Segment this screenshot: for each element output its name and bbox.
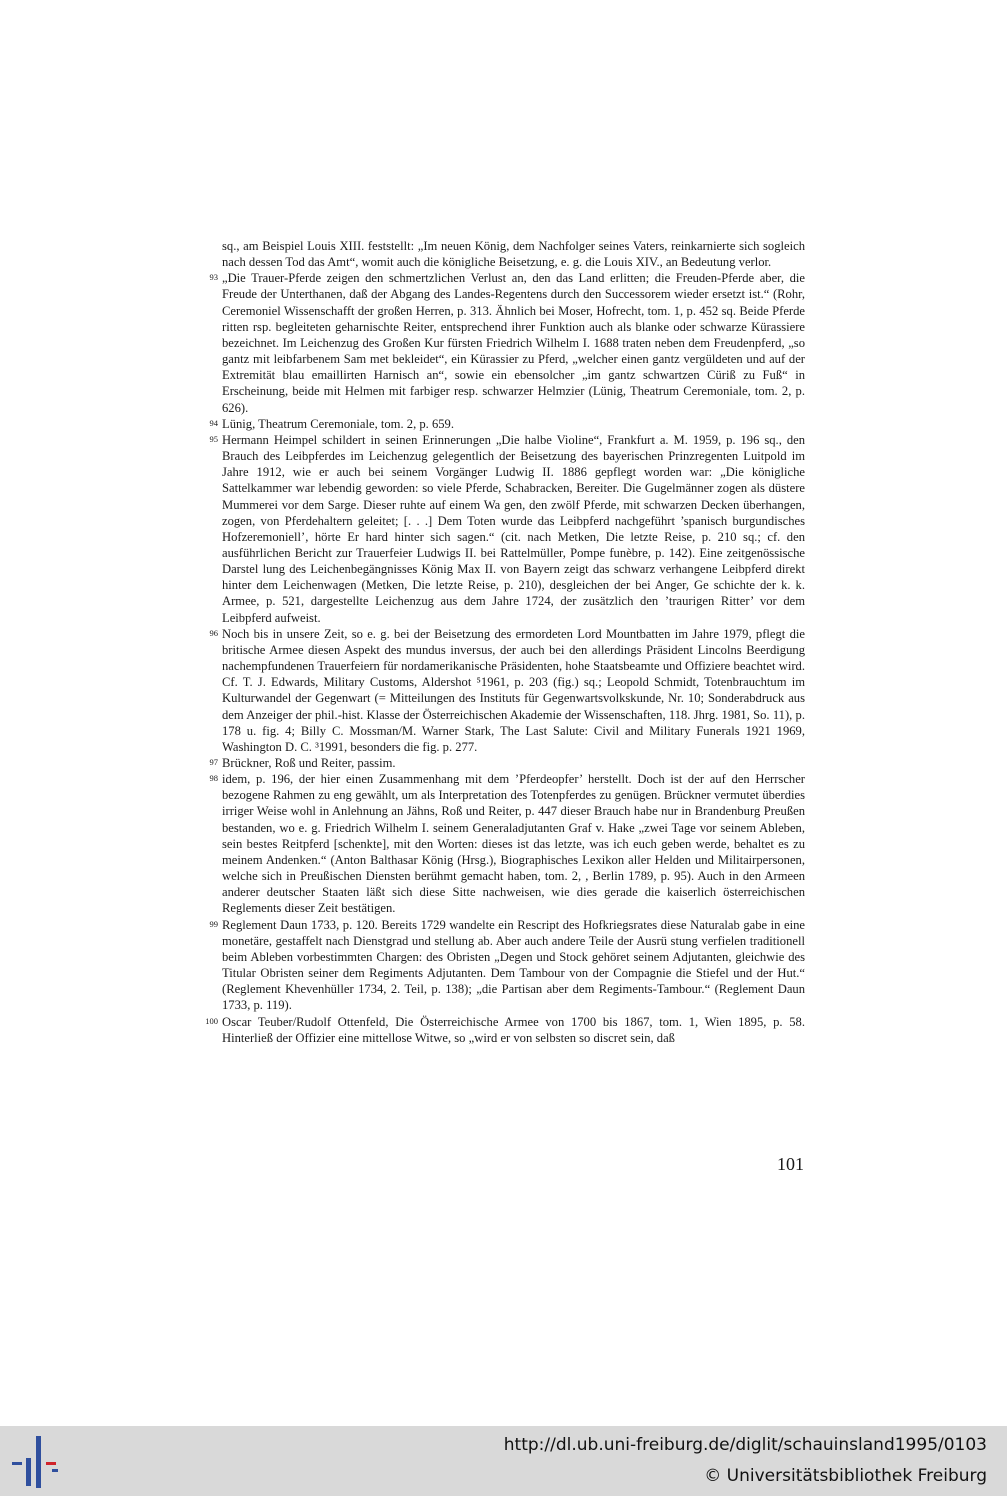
footnote — [209, 626, 805, 755]
page-number: 101 — [777, 1154, 804, 1174]
footnote — [209, 755, 805, 771]
footnote-text: Noch bis in unsere Zeit, so e. g. bei der Beisetzung des ermordeten Lord Mountbatten im Jahre 1979, pflegt die britische Armee diesen Aspekt des mundus inversus, der auch bei den allerdings Präsident Lincolns Beerdigung nachempfundenen Trauerfeiern für nordamerikanische Präsidenten, hohe Staatsbeamte und Offiziere beachtet wird. Cf. T. J. Edwards, Military Customs, Aldershot ⁵1961, p. 203 (fig.) sq.; Leopold Schmidt, Totenbrauchtum im Kulturwandel der Gegenwart (= Mitteilungen des Instituts für Gegenwartsvolkskunde, Nr. 10; Sonderabdruck aus dem Anzeiger der phil.-hist. Klasse der Österreichischen Akademie der Wissenschaften, 118. Jhrg. 1981, So. 11), p. 178 u. fig. 4; Billy C. Mossman/M. Warner Stark, The Last Salute: Civil and Military Funerals 1921 1969, Washington D. C. ³1991, besonders die fig. p. 277. — [222, 626, 805, 754]
footnote-number: 95 — [209, 433, 218, 444]
footnote-number: 94 — [209, 417, 218, 428]
footnote-text: Brückner, Roß und Reiter, passim. — [222, 756, 396, 770]
footnote-text: „Die Trauer-Pferde zeigen den schmertzlichen Verlust an, den das Land erlitten; die Freuden-Pferde aber, die Freude der Unterthanen, daß der Abgang des Landes-Regentens durch den Successorem wieder ersetzt ist.“ (Rohr, Ceremoniel Wissenschafft der großen Herren, p. 313. Ähnlich bei Moser, Hofrecht, tom. 1, p. 452 sq. Beide Pferde ritten rsp. begleiteten geharnischte Reiter, entsprechend ihrer Funktion auch als blanke oder schwarze Kürassiere bezeichnet. Im Leichenzug des Großen Kur fürsten Friedrich Wilhelm I. 1688 traten neben dem Freudenpferd, „so gantz mit leibfarbenem Sam met bekleidet“, ein Kürassier zu Pferd, „welcher einen gantz vergüldeten und auf der Extremität blau emaillirten Harnisch an“, sowie ein ebensolcher „im gantz schwartzen Cüriß zu Fuß“ in Erscheinung, beide mit Helmen mit farbiger resp. schwarzer Helmzier (Lünig, Theatrum Ceremoniale, tom. 2, p. 626). — [222, 271, 805, 415]
footnote — [209, 416, 805, 432]
footnote-text: Lünig, Theatrum Ceremoniale, tom. 2, p. 659. — [222, 416, 455, 431]
footnote-list — [205, 270, 805, 1046]
footer-copyright: © Universitätsbibliothek Freiburg — [704, 1466, 987, 1486]
footnote-text: Reglement Daun 1733, p. 120. Bereits 1729 wandelte ein Rescript des Hofkriegsrates diese Naturalab gabe in eine monetäre, gestaffelt nach Dienstgrad und stellung ab. Aber auch andere Teile der Ausrü stung verfielen traditionell beim Ableben vorbestimmten Chargen: des Obristen „Degen und Stock gehöret seinem Adjutanten, gleichwie des Titular Obristen seiner dem Regiments Adjutanten. Dem Tambour von der Compagnie die Stiefel und der Hut.“ (Reglement Khevenhüller 1734, 2. Teil, p. 138); „die Partisan aber dem Regiments-Tambour.“ (Reglement Daun 1733, p. 119). — [222, 917, 805, 1013]
footnote-number: 93 — [209, 272, 218, 283]
ub-freiburg-logo-icon — [12, 1436, 64, 1488]
footer-bar — [0, 1426, 1007, 1496]
footnote-text: idem, p. 196, der hier einen Zusammenhang mit dem ’Pferdeopfer’ herstellt. Doch ist der auf den Herrscher bezogene Rahmen zu eng gewählt, um als Interpretation des Totenpferdes zu genügen. Brückner vermutet überdies irriger Weise wohl in Anlehnung an Jähns, Roß und Reiter, p. 447 dieser Brauch habe nur in Brandenburg Preußen bestanden, wo e. g. Friedrich Wilhelm I. seinem Generaladjutanten Graf v. Hake „zwei Tage vor seinem Ableben, sein bestes Reitpferd [schenkte], mit den Worten: dieses ist das letzte, was ich euch geben werde, behaltet es zu meinem Andenken.“ (Anton Balthasar König (Hrsg.), Biographisches Lexikon aller Helden und Militairpersonen, welche sich in Preußischen Diensten berühmt gemacht haben, tom. 2, , Berlin 1789, p. 95). Auch in den Armeen anderer deutscher Staaten läßt sich diese Sitte nachweisen, wie dies gerade die kaiserlich österreichischen Reglements dieser Zeit bestätigen. — [222, 772, 805, 916]
footnote — [209, 270, 805, 415]
footnote-number: 98 — [209, 773, 218, 784]
footnote-text: Hermann Heimpel schildert in seinen Erinnerungen „Die halbe Violine“, Frankfurt a. M. 1959, p. 196 sq., den Brauch des Leibpferdes im Leichenzug gelegentlich der Beisetzung des bayerischen Prinzregenten Luitpold im Jahre 1912, wie er auch bei seinem Vorgänger Ludwig II. 1886 gepflegt worden war: „Die königliche Sattelkammer war lebendig geworden: so viele Pferde, Schabracken, Bereiter. Die Gugelmänner zogen als düstere Mummerei vor dem Sarge. Dieser ruhte auf einem Wa gen, den zwölf Pferde, mit schwarzen Decken überhangen, zogen, von Pferdehaltern geleitet; [. . .] Dem Toten wurde das Leibpferd nachgeführt ’spanisch burgundisches Hofzeremoniell’, hörte Er hard hinter sich sagen.“ (cit. nach Metken, Die letzte Reise, p. 210 sq.; cf. den ausführlichen Bericht zur Trauerfeier Ludwigs II. bei Rattelmüller, Pompe funèbre, p. 142). Eine zeitgenössische Darstel lung des Leichenbegängnisses König Max II. von Bayern zeigt das schwarz verhangene Leibpferd direkt hinter dem Leichenwagen (Metken, Die letzte Reise, p. 210), desgleichen der bei Anger, Ge schichte der k. k. Armee, p. 521, dargestellte Leichenzug aus dem Jahre 1724, der zusätzlich den ’traurigen Ritter’ vor dem Leibpferd aufweist. — [222, 432, 805, 625]
footer-url-link[interactable]: http://dl.ub.uni-freiburg.de/diglit/schauinsland1995/0103 — [503, 1435, 987, 1455]
footnote-number: 96 — [209, 627, 218, 638]
footnote — [209, 771, 805, 916]
footnote-number: 100 — [205, 1015, 218, 1026]
footnote — [209, 432, 805, 626]
intro-paragraph: sq., am Beispiel Louis XIII. feststellt: „Im neuen König, dem Nachfolger seines Vaters, reinkarnierte sich sogleich nach dessen Tod das Amt“, womit auch die königliche Beisetzung, e. g. die Louis XIV., an Bedeutung verlor. — [222, 239, 805, 270]
footnote-number: 97 — [209, 757, 218, 767]
footnote — [209, 917, 805, 1014]
footnote — [205, 1014, 805, 1046]
footnote-text: Oscar Teuber/Rudolf Ottenfeld, Die Österreichische Armee von 1700 bis 1867, tom. 1, Wien 1895, p. 58. Hinterließ der Offizier eine mittellose Witwe, so „wird er von selbsten so discret sein, daß — [222, 1014, 805, 1045]
footnote-number: 99 — [209, 918, 218, 929]
footnotes-block — [205, 238, 805, 1046]
